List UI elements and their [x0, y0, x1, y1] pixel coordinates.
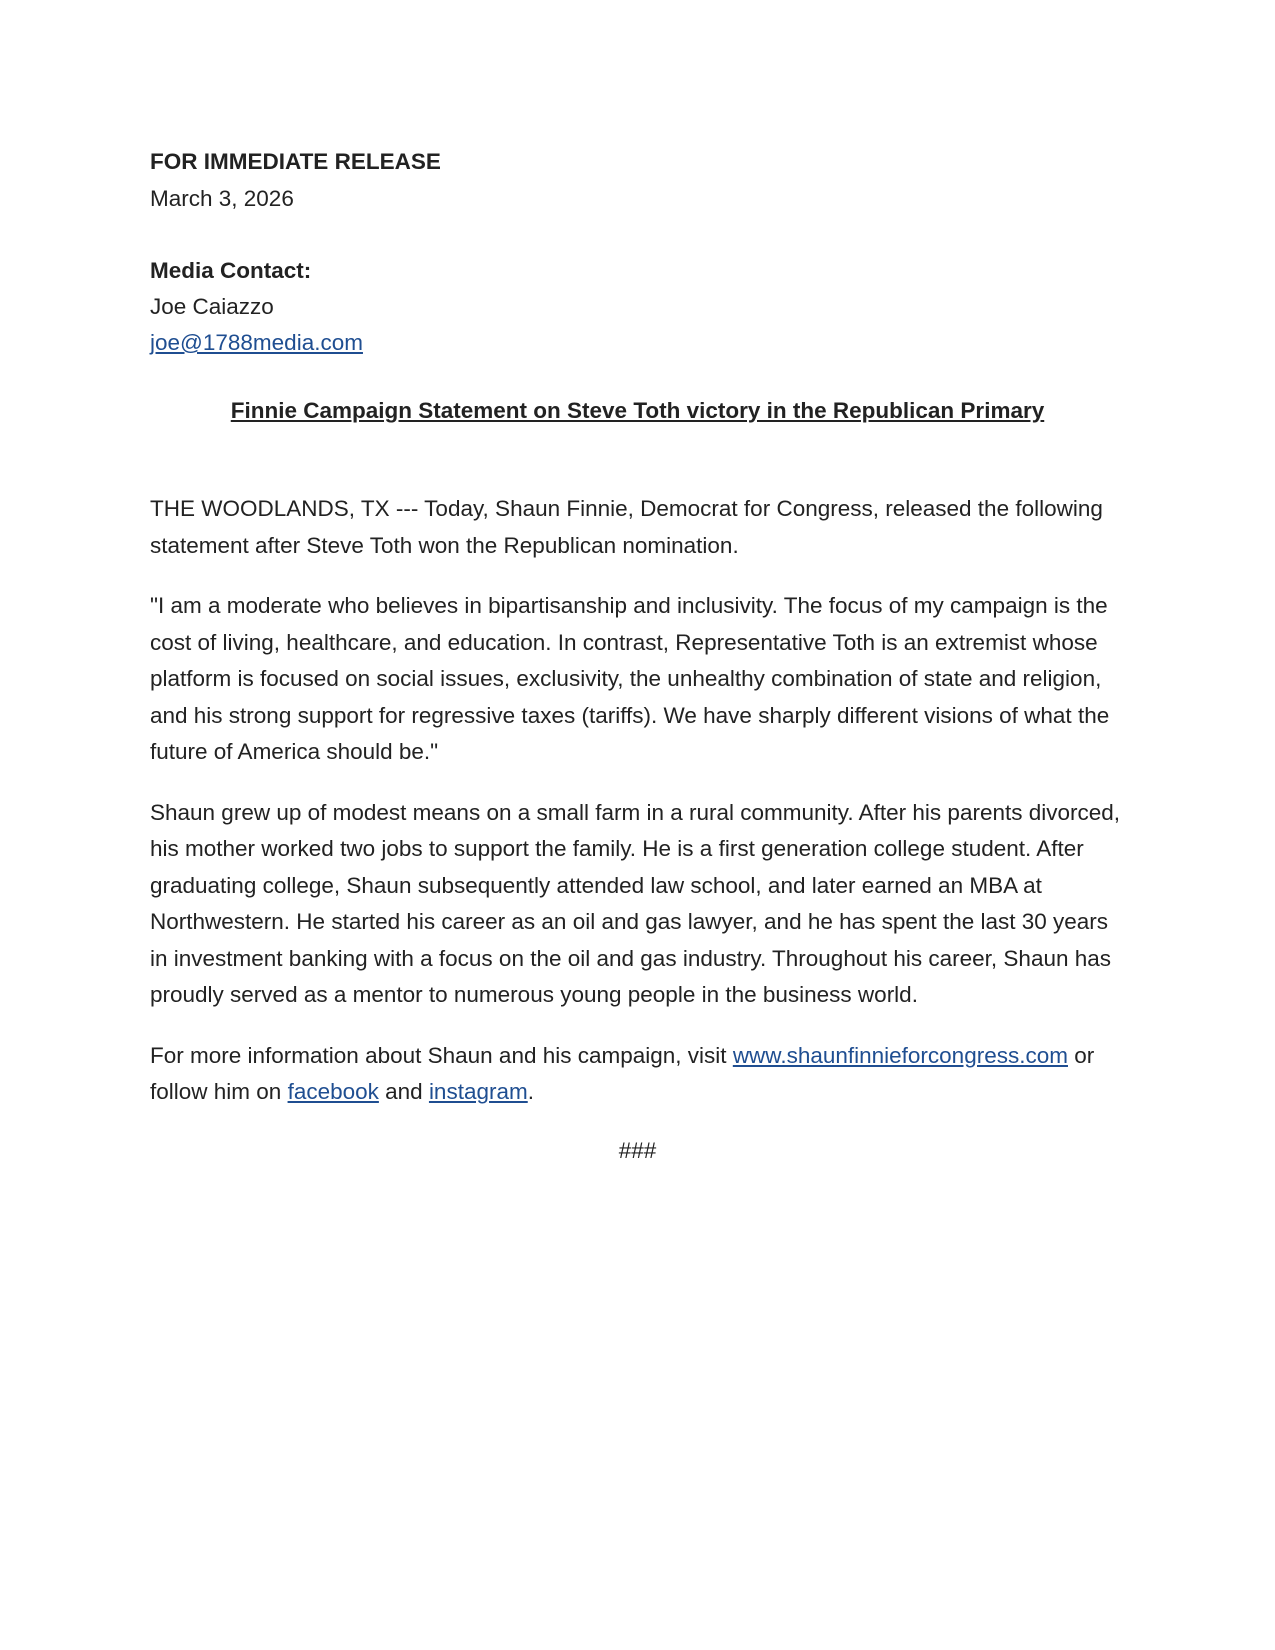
more-info-paragraph [150, 1038, 1125, 1111]
quote-paragraph: "I am a moderate who believes in bipartisanship and inclusivity. The focus of my campaign is the cost of living, healthcare, and education. In contrast, Representative Toth is an extremist whose platform is focused on social issues, exclusivity, the unhealthy combination of state and religion, and his strong support for regressive taxes (tariffs). We have sharply different visions of what the future of America should be." [150, 593, 1110, 764]
more-info-middle: or follow him on [150, 1042, 1095, 1104]
more-info-prefix: For more information about Shaun and his campaign, visit [150, 1042, 733, 1068]
bio-paragraph: Shaun grew up of modest means on a small farm in a rural community. After his parents divorced, his mother worked two jobs to support the family. He is a first generation college student. After graduating college, Shaun subsequently attended law school, and later earned an MBA at Northwestern. He started his career as an oil and gas lawyer, and he has spent the last 30 years in investment banking with a focus on the oil and gas industry. Throughout his career, Shaun has proudly served as a mentor to numerous young people in the business world. [150, 799, 1121, 1007]
more-info-conjunction: and [378, 1079, 429, 1104]
instagram-link[interactable]: instagram [428, 1079, 528, 1104]
end-mark: ### [618, 1137, 657, 1163]
release-date: March 3, 2026 [150, 186, 294, 211]
press-release [150, 146, 1125, 1169]
contact-email-line [150, 325, 1125, 361]
contact-email-link[interactable]: joe@1788media.com [150, 330, 363, 355]
contact-name: Joe Caiazzo [150, 294, 274, 319]
more-info-suffix: . [527, 1079, 534, 1104]
website-link[interactable]: www.shaunfinnieforcongress.com [732, 1042, 1068, 1068]
media-contact-block [150, 253, 1125, 361]
media-contact-label: Media Contact: [150, 258, 312, 283]
facebook-link[interactable]: facebook [287, 1079, 379, 1104]
headline: Finnie Campaign Statement on Steve Toth victory in the Republican Primary [230, 398, 1045, 423]
intro-paragraph: THE WOODLANDS, TX --- Today, Shaun Finnie, Democrat for Congress, released the following statement after Steve Toth won the Republican nomination. [150, 496, 1103, 558]
release-label: FOR IMMEDIATE RELEASE [150, 149, 441, 174]
